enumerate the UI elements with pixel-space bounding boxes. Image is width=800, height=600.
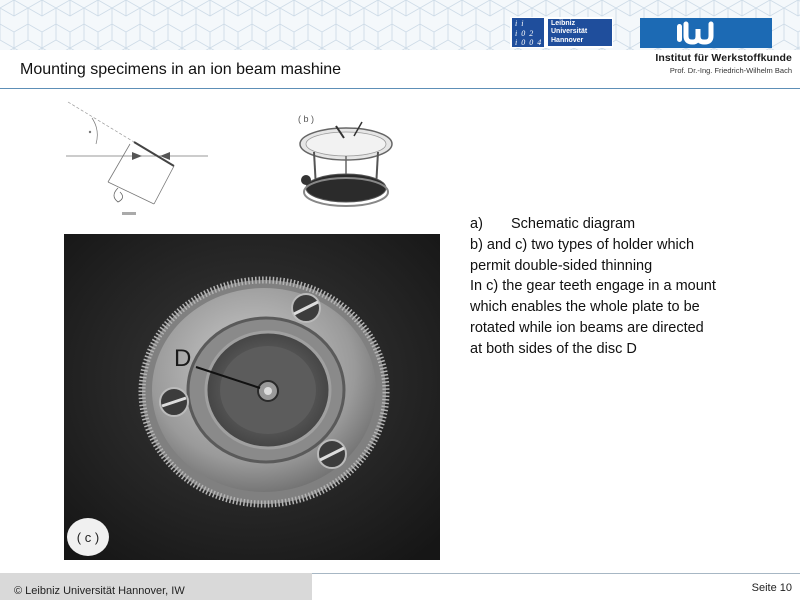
item-a-marker: a) <box>470 216 483 232</box>
caption-text <box>470 214 790 360</box>
caption-line-7: at both sides of the disc D <box>470 340 637 357</box>
caption-line-2: b) and c) two types of holder which <box>470 236 695 253</box>
professor-name: Prof. Dr.-Ing. Friedrich-Wilhelm Bach <box>669 66 792 75</box>
figure-b-drawing <box>288 108 400 212</box>
screw-top-right <box>292 294 320 322</box>
iw-logo <box>640 18 772 48</box>
luh-logo-name: Leibniz Universität Hannover <box>548 19 612 46</box>
page-number: Seite 10 <box>751 582 792 594</box>
caption-line-6: rotated while ion beams are directed <box>470 319 704 336</box>
figure-b-label: ( b ) <box>298 114 315 124</box>
figure-b-holder <box>288 108 400 212</box>
footer-divider <box>312 573 800 574</box>
figure-c-marker: D <box>174 345 192 372</box>
institute-name: Institut für Werkstoffkunde <box>655 52 792 64</box>
figure-c-photo <box>64 234 440 560</box>
iw-logo-icon <box>676 21 716 45</box>
caption-line-4: In c) the gear teeth engage in a mount <box>470 278 716 295</box>
luh-logo-numerals: i i i 0 2 i 0 0 4 <box>512 18 544 47</box>
item-a-text: Schematic diagram <box>511 216 636 232</box>
footer-copyright: © Leibniz Universität Hannover, IW <box>14 585 185 597</box>
screw-left <box>160 388 188 416</box>
screw-bottom-right <box>318 440 346 468</box>
figure-a-schematic <box>62 98 212 220</box>
slide-title: Mounting specimens in an ion beam mashine <box>20 61 342 78</box>
title-divider <box>0 88 800 89</box>
luh-logo <box>510 17 613 48</box>
institute-block <box>655 52 792 75</box>
figure-c-drawing <box>64 234 440 560</box>
caption-line-5: which enables the whole plate to be <box>470 299 700 316</box>
header <box>0 0 800 50</box>
caption-line-3: permit double-sided thinning <box>470 257 653 274</box>
figure-c-label: ( c ) <box>76 530 100 545</box>
item-a <box>470 214 790 235</box>
